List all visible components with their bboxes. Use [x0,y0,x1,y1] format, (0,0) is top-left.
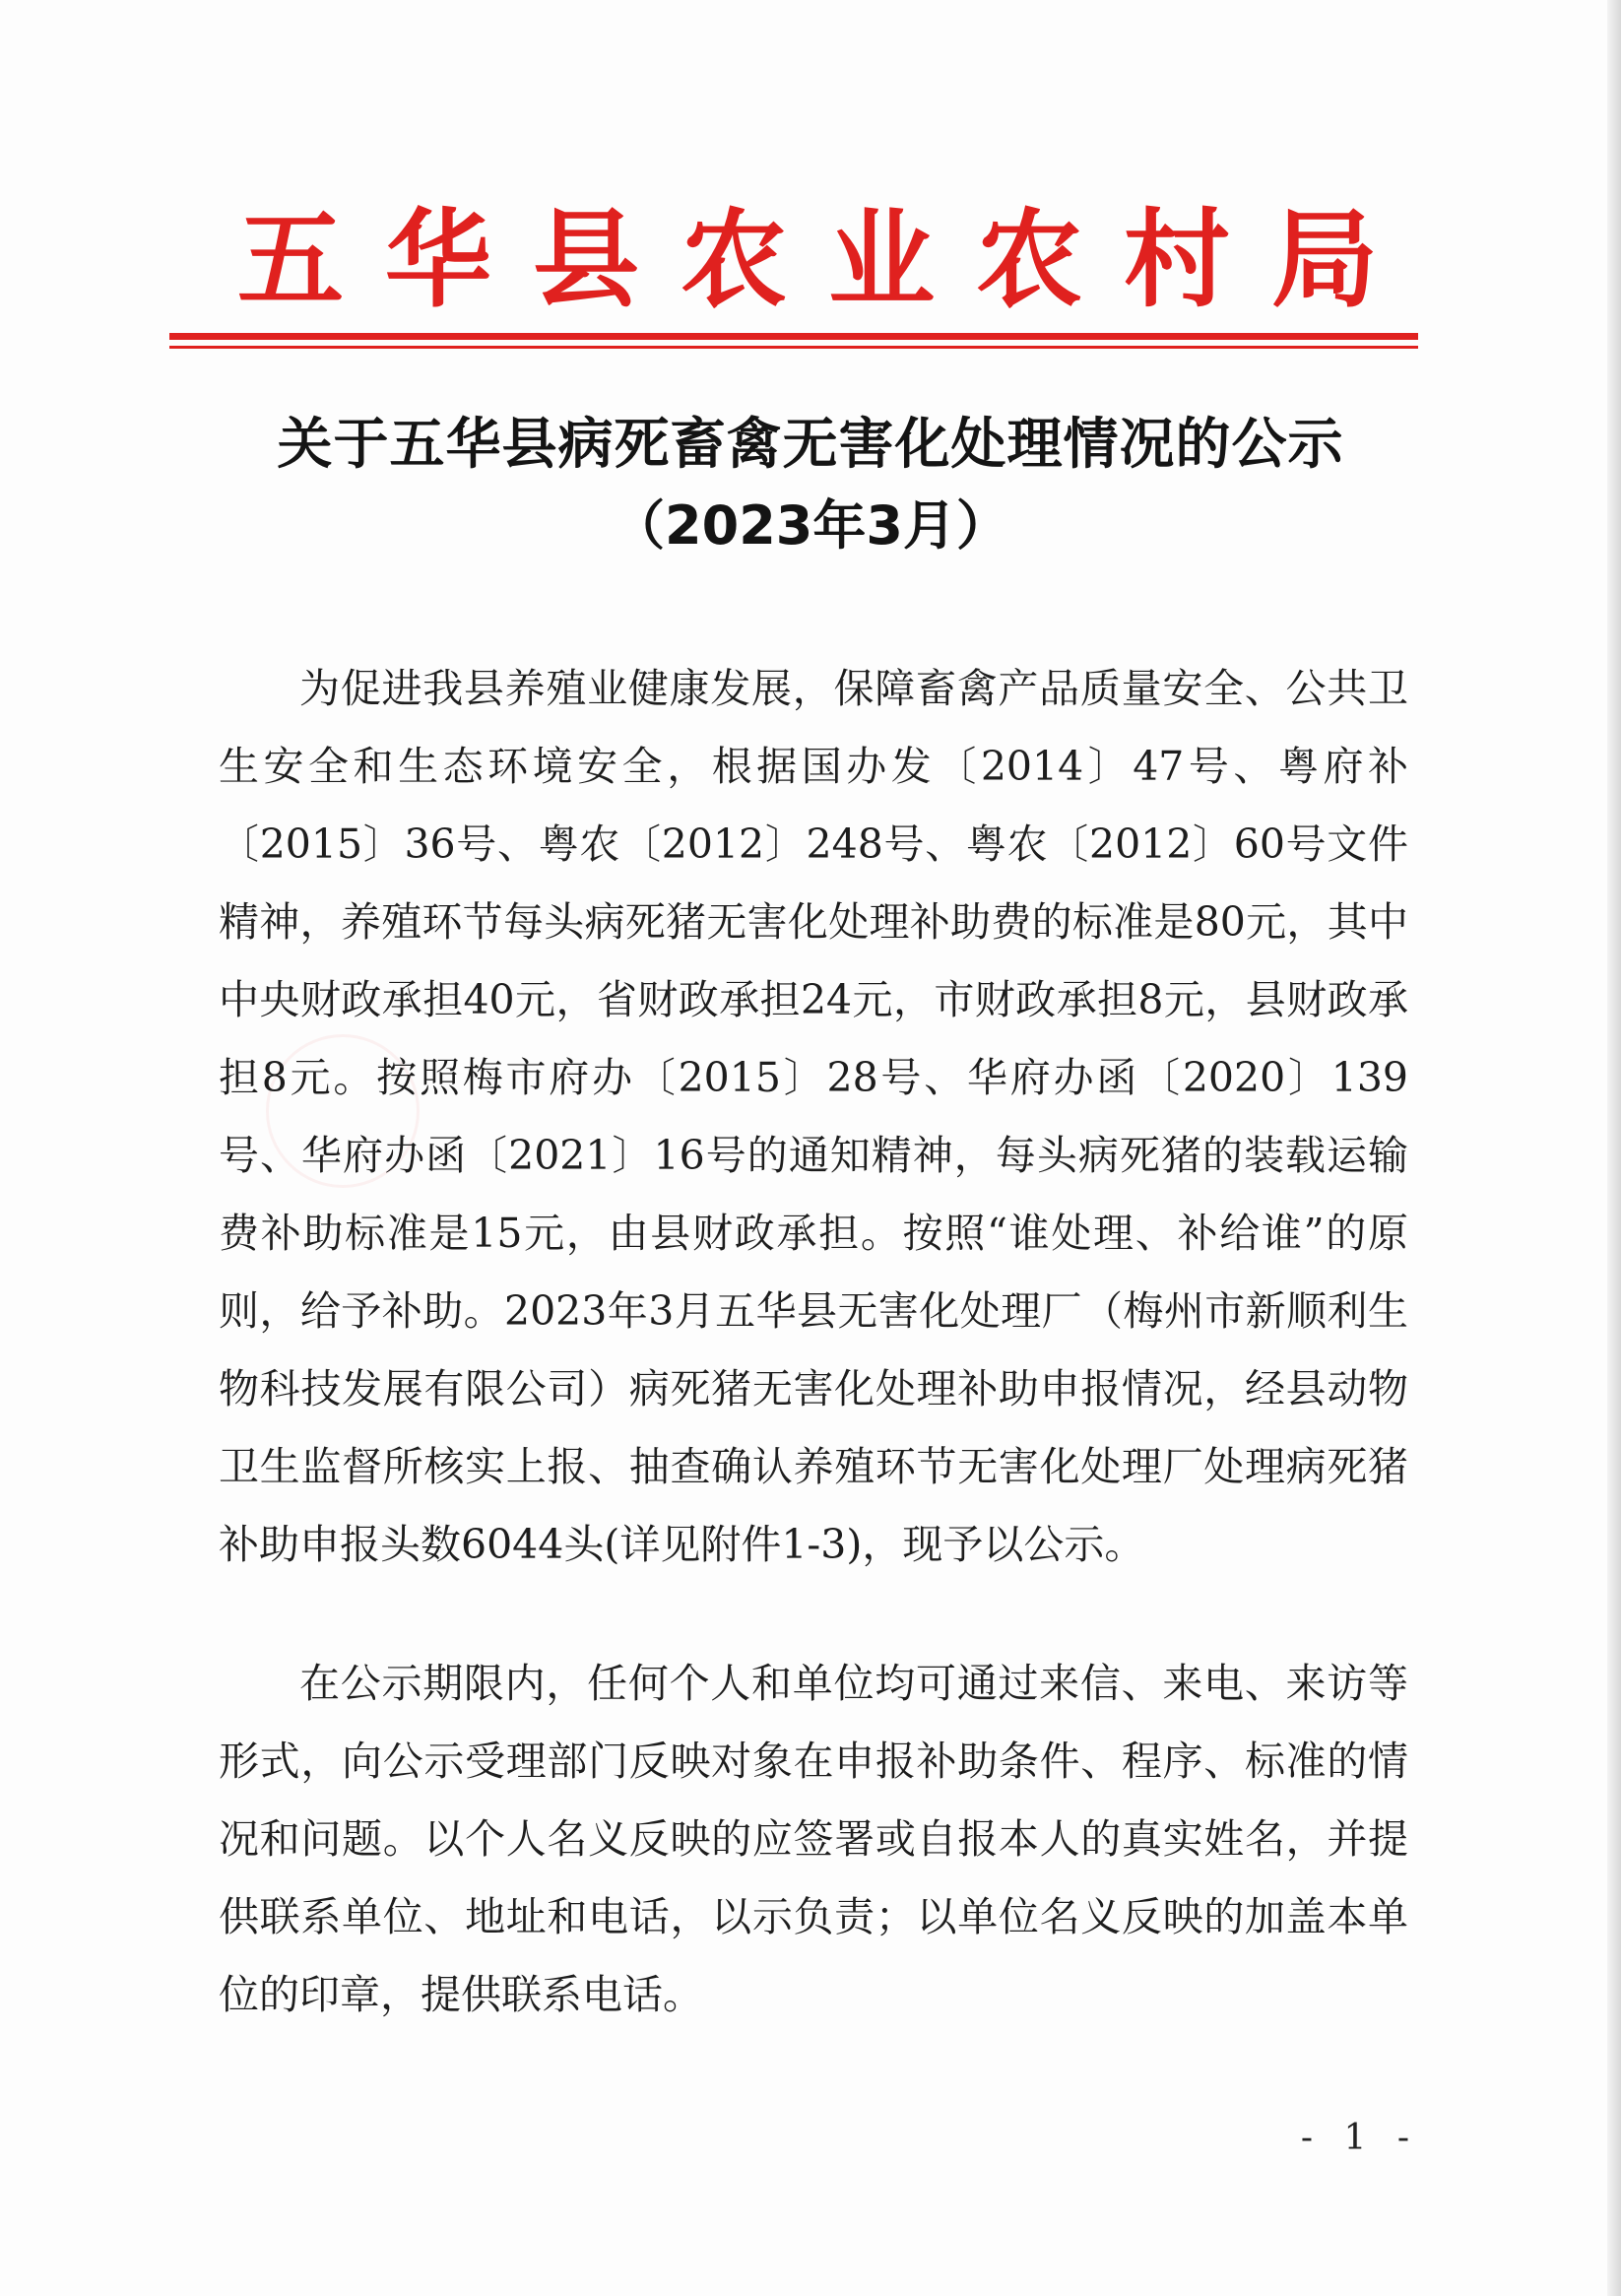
page-number: - 1 - [1300,2118,1419,2158]
scan-binding-edge [1607,0,1621,2296]
letterhead-red-rule-thin [169,346,1418,349]
body-paragraph: 在公示期限内，任何个人和单位均可通过来信、来电、来访等形式，向公示受理部门反映对象在申报补助条件、程序、标准的情况和问题。以个人名义反映的应签署或自报本人的真实姓名，并提供联系单位、地址和电话，以示负责；以单位名义反映的加盖本单位的印章，提供联系电话。 [219,1660,1408,2018]
letterhead-red-rule-thick [169,333,1418,340]
letterhead-org-name: 五华县农业农村局 [236,199,1419,322]
document-subtitle: （2023年3月） [612,494,1009,557]
body-paragraph: 为促进我县养殖业健康发展，保障畜禽产品质量安全、公共卫生安全和生态环境安全，根据国办发〔2014〕47号、粤府补〔2015〕36号、粤农〔2012〕248号、粤农〔2012〕60号文件精神，养殖环节每头病死猪无害化处理补助费的标准是80元，其中中央财政承担40元，省财政承担24元，市财政承担8元，县财政承担8元。按照梅市府办〔2015〕28号、华府办函〔2020〕139号、华府办函〔2021〕16号的通知精神，每头病死猪的装载运输费补助标准是15元，由县财政承担。按照“谁处理、补给谁”的原则，给予补助。2023年3月五华县无害化处理厂（梅州市新顺利生物科技发展有限公司）病死猪无害化处理补助申报情况，经县动物卫生监督所核实上报、抽查确认养殖环节无害化处理厂处理病死猪补助申报头数6044头(详见附件1-3)，现予以公示。 [219,665,1408,1568]
document-title: 关于五华县病死畜禽无害化处理情况的公示 [277,413,1344,477]
